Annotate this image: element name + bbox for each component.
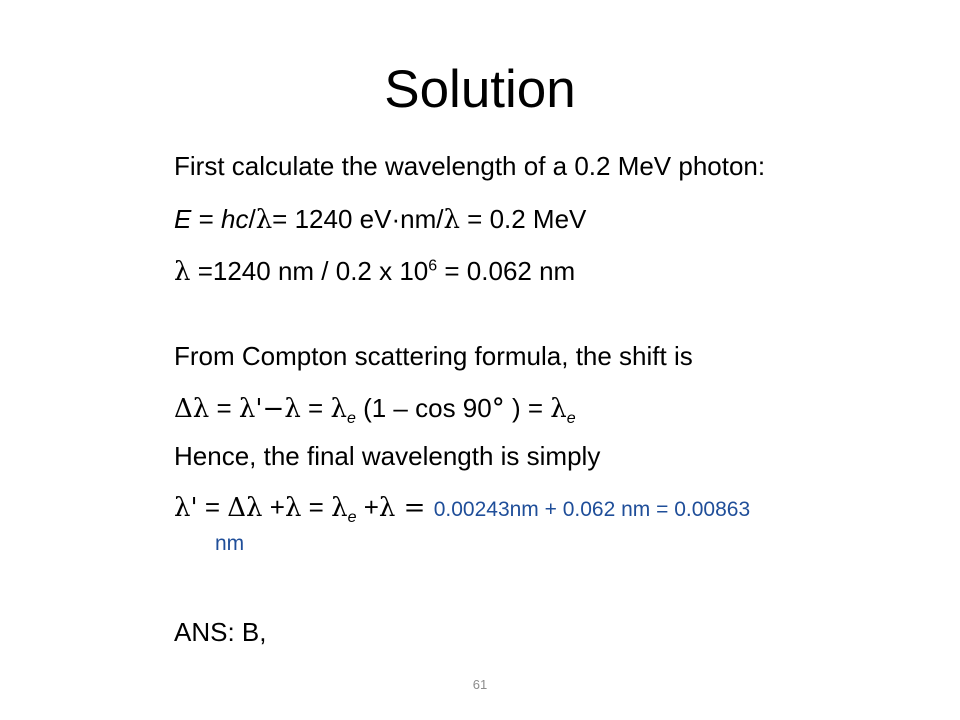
degree-symbol: °: [491, 394, 505, 424]
lambda-symbol: λ: [443, 205, 460, 235]
eq-part: /: [248, 204, 256, 234]
lambda-symbol: λ: [378, 493, 396, 523]
eq-part: =1240 nm / 0.2 x 10: [190, 256, 429, 286]
eq-part: +: [356, 492, 379, 522]
eq-part: ) =: [504, 393, 551, 423]
page-number: 61: [472, 677, 488, 692]
eq-part: (1 – cos 90: [355, 393, 492, 423]
text-line-intro: First calculate the wavelength of a 0.2 MeV photon:: [174, 151, 766, 181]
answer-line: ANS: B,: [174, 617, 267, 647]
subscript-e: e: [346, 410, 356, 428]
lambda-prime-symbol: λ': [174, 493, 198, 523]
slide-title: Solution: [384, 60, 576, 119]
eq-part: = 0.062 nm: [437, 256, 576, 286]
equation-wavelength: [174, 255, 575, 288]
eq-part: =: [301, 492, 332, 522]
lambda-symbol: λ: [174, 257, 191, 287]
lambda-symbol: λ: [284, 394, 301, 424]
delta-lambda-symbol: Δλ: [227, 493, 263, 523]
lambda-symbol: λ: [255, 205, 273, 235]
eq-part: E: [174, 204, 192, 234]
eq-part: +: [262, 492, 285, 522]
eq-part: =: [191, 204, 221, 234]
equation-energy: [174, 203, 586, 236]
lambda-symbol: λ: [550, 394, 567, 424]
eq-part: = 1240 eV·nm/: [272, 204, 444, 234]
subscript-e: e: [566, 410, 576, 428]
text-line-hence: Hence, the final wavelength is simply: [174, 441, 601, 471]
eq-part: hc: [220, 204, 249, 234]
eq-part: = 0.2 MeV: [459, 204, 587, 234]
equation-shift: [174, 392, 576, 428]
equals-symbol: =: [395, 493, 434, 523]
delta-lambda-symbol: Δλ: [174, 394, 210, 424]
lambda-symbol: λ: [331, 493, 348, 523]
lambda-prime-symbol: λ': [238, 394, 263, 424]
equation-final: [174, 491, 750, 526]
lambda-symbol: λ: [284, 493, 302, 523]
exponent: 6: [428, 257, 438, 275]
final-result-value: 0.00243nm + 0.062 nm = 0.00863: [433, 498, 751, 521]
eq-part: =: [300, 393, 331, 423]
eq-part: =: [197, 492, 228, 522]
eq-part: =: [209, 393, 239, 423]
final-result-unit: nm: [215, 532, 245, 555]
subscript-e: e: [347, 509, 357, 527]
lambda-symbol: λ: [330, 394, 347, 424]
text-line-compton: From Compton scattering formula, the shift is: [174, 341, 693, 371]
minus-symbol: −: [262, 394, 285, 424]
